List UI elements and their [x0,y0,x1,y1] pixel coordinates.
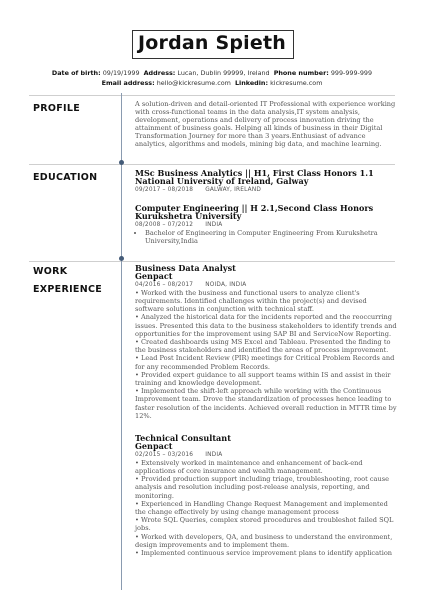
job-bullet: • Created dashboards using MS Excel and Tableau. Presented the finding to the business stakeholders and identified the areas of process improvement. [135,338,391,355]
section-title-education: EDUCATION [33,172,98,183]
job-bullet: • Lead Post Incident Review (PIR) meetings for Critical Problem Records and for any recommended Problem Records. [135,354,395,371]
timeline-dot [119,160,124,165]
education-school: National University of Ireland, Galway [135,176,309,187]
education-meta [135,221,397,229]
education-school: Kurukshetra University [135,211,242,222]
profile-summary: A solution-driven and detail-oriented IT Professional with experience working with cross-functional teams in the data analysis,IT system analysis, development, operations and delivery of process innovation driving the attainment of business goals. Helping all kinds of business in their Digital Transformation Journey for more than 3 years.Enthusiast of advance analytics, algorithms and models, mining big data, and machine learning. [135,100,396,149]
contact-line-2 [0,79,424,87]
address-value: Lucan, Dublin 99999, Ireland [177,69,270,77]
divider-education [29,164,395,165]
section-title-profile: PROFILE [33,103,81,114]
job-company: Genpact [135,271,173,282]
divider-profile [29,95,395,96]
education-degree: MSc Business Analytics || H1, First Class Honors 1.1 [135,168,374,178]
phone-label: Phone number: [273,69,329,77]
job-dates: 02/2015 – 03/2016 [135,451,194,458]
education-entry [135,204,397,245]
email-label: Email address: [101,79,155,87]
work-entry [135,434,397,557]
dob-value: 09/19/1999 [102,69,140,77]
education-meta [135,186,397,194]
job-company: Genpact [135,441,173,452]
education-entry [135,169,397,194]
contact-line-1 [0,69,424,77]
education-bullet: • Bachelor of Engineering in Computer Engineering From Kurukshetra University,India [145,229,397,245]
job-bullet: • Provided production support including triage, troubleshooting, root cause analysis and resolution including post-release analysis, reporting, and monitoring. [135,475,390,500]
section-title-work-line2: EXPERIENCE [33,284,103,295]
job-dates: 04/2016 – 08/2017 [135,281,194,288]
address-label: Address: [143,69,176,77]
linkedin-label: Linkedin: [234,79,269,87]
job-bullet: • Provided expert guidance to all support teams within IS and assist in their training and knowledge development. [135,370,391,388]
divider-work [29,261,395,262]
education-location: INDIA [205,221,223,228]
dob-label: Date of birth: [51,69,101,77]
job-title: Business Data Analyst [135,263,236,273]
section-title-work-line1: WORK [33,266,68,277]
job-bullet: • Analyzed the historical data for the incidents reported and the reoccurring issues. Presented this data to the business stakeholders to identify trends and opportunities for the improvement using SAP BI and ServiceNow Reporting. [135,313,397,338]
education-location: GALWAY, IRELAND [205,186,262,193]
job-meta [135,451,397,459]
education-dates: 08/2008 – 07/2012 [135,221,194,228]
job-bullet: • Experienced in Handling Change Request Management and implemented the change effectively by using change management process [135,499,388,517]
education-bullets [135,229,397,245]
education-degree: Computer Engineering || H 2.1,Second Class Honors [135,203,374,213]
job-bullet: • Extensively worked in maintenance and enhancement of back-end applications of core insurance and wealth management. [135,458,363,476]
job-bullet: • Worked with developers, QA, and business to understand the environment, design improvements and to implement them. [135,532,393,549]
job-bullet: • Implemented continuous service improvement plans to identify application [135,549,393,558]
job-bullet: • Implemented the shift-left approach while working with the Continuous Improvement team. Drove the standardization of processes hence leading to faster resolution of the incidents. Achieved overall reduction in MTTR time by 12%. [135,387,397,420]
timeline-line [121,93,122,590]
phone-value: 999-999-999 [330,69,373,77]
work-entry [135,264,397,420]
job-bullet: • Worked with the business and functional users to analyze client's requirements. Identified challenges within the project(s) and devised software solutions in conjunction with technical staff. [135,288,367,314]
timeline-dot [119,256,124,261]
job-location: NOIDA, INDIA [205,281,247,288]
job-bullet: • Wrote SQL Queries, complex stored procedures and troubleshot failed SQL jobs. [135,516,394,533]
section-title-work [33,263,102,299]
job-title: Technical Consultant [135,433,231,443]
job-meta [135,281,397,289]
candidate-name: Jordan Spieth [138,32,286,54]
education-dates: 09/2017 – 08/2018 [135,186,194,193]
job-location: INDIA [205,451,223,458]
linkedin-value[interactable]: kickresume.com [270,79,323,87]
email-value[interactable]: hello@kickresume.com [156,79,231,87]
